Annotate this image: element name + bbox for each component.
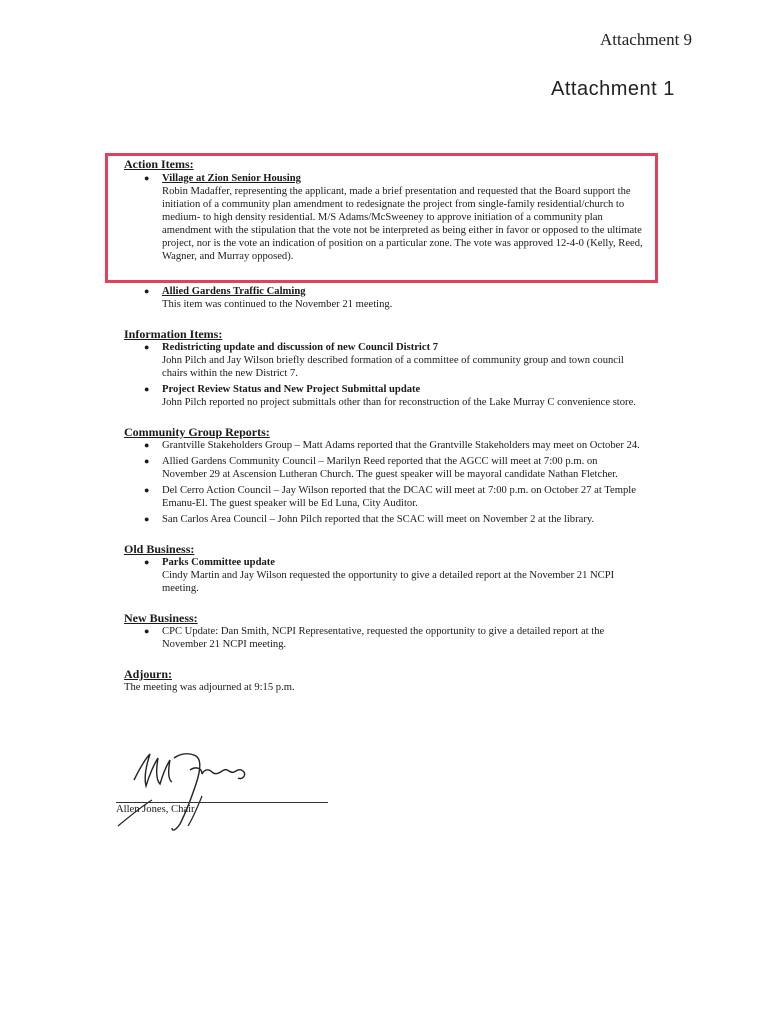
bullet-icon: ● (144, 456, 150, 466)
bullet-icon: ● (144, 485, 150, 495)
item-text: San Carlos Area Council – John Pilch reported that the SCAC will meet on November 2 at the library. (162, 514, 595, 525)
item-body: John Pilch and Jay Wilson briefly described formation of a committee of community group and town council chairs within the new District 7. (162, 355, 624, 379)
community-group-reports-section (124, 426, 644, 526)
list-item (124, 341, 644, 380)
bullet-icon: ● (144, 286, 150, 296)
action-items-section (124, 158, 644, 311)
item-text: Del Cerro Action Council – Jay Wilson reported that the DCAC will meet at 7:00 p.m. on October 27 at Temple Emanu-El. The guest speaker will be Ed Luna, City Auditor. (162, 485, 636, 509)
list-item (124, 513, 644, 526)
community-group-reports-heading: Community Group Reports: (124, 425, 270, 439)
list-item (124, 383, 644, 409)
adjourn-text: The meeting was adjourned at 9:15 p.m. (124, 682, 295, 693)
item-body: Robin Madaffer, representing the applicant, made a brief presentation and requested that the Board support the initiation of a community plan amendment to redesignate the project from single-family residential/church to medium- to high density residential. M/S Adams/McSweeney to approve initiation of a community plan amendment with the stipulation that the vote not be interpreted as being either in favor or opposed to the ultimate project, nor is the vote an indication of position on a particular zone. The vote was approved 12-4-0 (Kelly, Reed, Wagner, and Murray opposed). (162, 186, 643, 262)
item-text: Grantville Stakeholders Group – Matt Adams reported that the Grantville Stakeholders may meet on October 24. (162, 440, 640, 451)
item-body: This item was continued to the November 21 meeting. (162, 299, 393, 310)
item-text: Allied Gardens Community Council – Marilyn Reed reported that the AGCC will meet at 7:00 p.m. on November 29 at Ascension Lutheran Church. The guest speaker will be mayoral candidate Nathan Fletcher. (162, 456, 618, 480)
item-body: John Pilch reported no project submittals other than for reconstruction of the Lake Murray C convenience store. (162, 397, 636, 408)
list-item (124, 439, 644, 452)
signature-block (116, 760, 336, 850)
attachment-1-label: Attachment 1 (551, 78, 675, 100)
item-title: Allied Gardens Traffic Calming (162, 286, 306, 297)
information-items-heading: Information Items: (124, 327, 223, 341)
list-item (124, 484, 644, 510)
item-title: Parks Committee update (162, 557, 275, 568)
bullet-icon: ● (144, 557, 150, 567)
item-title: Project Review Status and New Project Submittal update (162, 384, 421, 395)
item-title: Redistricting update and discussion of new Council District 7 (162, 342, 439, 353)
bullet-icon: ● (144, 440, 150, 450)
list-item (124, 455, 644, 481)
list-item (124, 625, 644, 651)
item-body: Cindy Martin and Jay Wilson requested the opportunity to give a detailed report at the November 21 NCPI meeting. (162, 570, 615, 594)
bullet-icon: ● (144, 384, 150, 394)
minutes-content (124, 158, 644, 694)
information-items-section (124, 328, 644, 409)
old-business-section (124, 543, 644, 595)
old-business-heading: Old Business: (124, 542, 195, 556)
bullet-icon: ● (144, 626, 150, 636)
adjourn-heading: Adjourn: (124, 667, 173, 681)
new-business-heading: New Business: (124, 611, 198, 625)
adjourn-section (124, 668, 644, 694)
attachment-9-label: Attachment 9 (600, 30, 693, 49)
item-text: CPC Update: Dan Smith, NCPI Representative, requested the opportunity to give a detailed report at the November 21 NCPI meeting. (162, 626, 605, 650)
list-item (124, 285, 644, 311)
bullet-icon: ● (144, 173, 150, 183)
bullet-icon: ● (144, 342, 150, 352)
signature-line (116, 802, 328, 803)
signatory-name: Allen Jones, Chair (116, 804, 195, 815)
list-item (124, 172, 644, 263)
action-items-heading: Action Items: (124, 157, 194, 171)
new-business-section (124, 612, 644, 651)
list-item (124, 556, 644, 595)
bullet-icon: ● (144, 514, 150, 524)
item-title: Village at Zion Senior Housing (162, 173, 301, 184)
handwritten-signature (116, 750, 336, 840)
